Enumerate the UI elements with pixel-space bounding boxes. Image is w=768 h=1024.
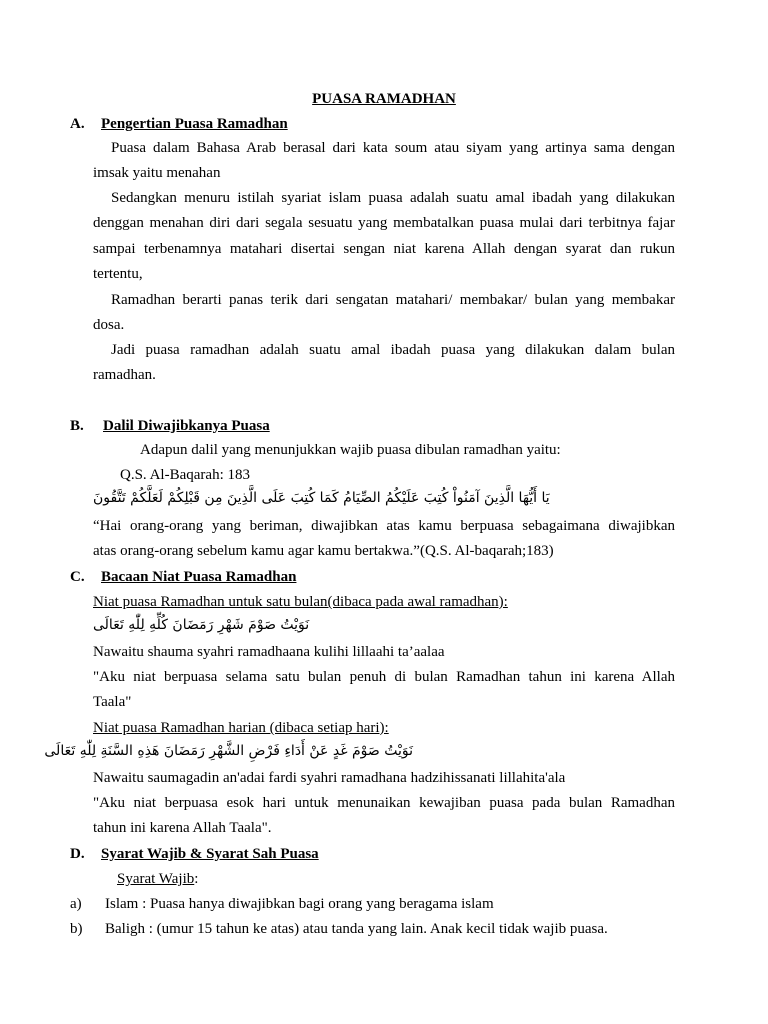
subheading-text: Syarat Wajib <box>117 871 195 887</box>
meaning-line: tahun ini karena Allah Taala". <box>93 820 272 836</box>
section-d-letter: D. <box>70 846 85 862</box>
subheading <box>117 867 198 892</box>
paragraph-line: ramadhan. <box>93 367 156 383</box>
list-item: Baligh : (umur 15 tahun ke atas) atau tanda yang lain. Anak kecil tidak wajib puasa. <box>105 921 608 937</box>
list-item: Islam : Puasa hanya diwajibkan bagi orang yang beragama islam <box>105 896 494 912</box>
transliteration-line: Nawaitu shauma syahri ramadhaana kulihi lillaahi ta’aalaa <box>93 644 445 660</box>
section-d-heading: Syarat Wajib & Syarat Sah Puasa <box>101 846 319 862</box>
arabic-intention: نَوَيْتُ صَوْمَ شَهْرِ رَمَضَانَ كُلِّهِ لِلّٰهِ تَعَالَى <box>93 617 310 633</box>
paragraph-line: sampai terbenamnya matahari disertai sengan niat karena Allah dengan syarat dan rukun <box>93 241 675 257</box>
section-b-heading: Dalil Diwajibkanya Puasa <box>103 418 270 434</box>
translation-line: “Hai orang-orang yang beriman, diwajibkan atas kamu berpuasa sebagaimana diwajibkan <box>93 518 675 534</box>
subheading: Niat puasa Ramadhan harian (dibaca setiap hari): <box>93 720 389 736</box>
section-b-letter: B. <box>70 418 84 434</box>
meaning-line: Taala" <box>93 694 132 710</box>
meaning-line: "Aku niat berpuasa selama satu bulan penuh di bulan Ramadhan tahun ini karena Allah <box>93 669 675 685</box>
section-c-letter: C. <box>70 569 85 585</box>
paragraph-line: tertentu, <box>93 266 143 282</box>
paragraph-line: denggan menahan diri dari segala sesuatu yang membatalkan puasa mulai dari terbitnya fajar <box>93 215 675 231</box>
paragraph-line: Jadi puasa ramadhan adalah suatu amal ibadah puasa yang dilakukan dalam bulan <box>111 342 675 358</box>
transliteration-line: Nawaitu saumagadin an'adai fardi syahri ramadhana hadzihissanati lillahita'ala <box>93 770 566 786</box>
meaning-line: "Aku niat berpuasa esok hari untuk menunaikan kewajiban puasa pada bulan Ramadhan <box>93 795 675 811</box>
subheading-colon: : <box>194 871 199 887</box>
paragraph-line: Sedangkan menuru istilah syariat islam puasa adalah suatu amal ibadah yang dilakukan <box>111 190 675 206</box>
list-marker: a) <box>70 896 82 912</box>
quran-reference: Q.S. Al-Baqarah: 183 <box>120 467 250 483</box>
document-title: PUASA RAMADHAN <box>312 91 456 107</box>
translation-line: atas orang-orang sebelum kamu agar kamu bertakwa.”(Q.S. Al-baqarah;183) <box>93 543 554 559</box>
paragraph-line: Ramadhan berarti panas terik dari sengatan matahari/ membakar/ bulan yang membakar <box>111 292 675 308</box>
list-marker: b) <box>70 921 83 937</box>
section-c-heading: Bacaan Niat Puasa Ramadhan <box>101 569 297 585</box>
paragraph-line: dosa. <box>93 317 125 333</box>
section-a-letter: A. <box>70 116 85 132</box>
arabic-intention: نَوَيْتُ صَوْمَ غَدٍ عَنْ أَدَاءِ فَرْضِ الشَّهْرِ رَمَضَانَ هَذِهِ السَّنَةِ لِلّٰهِ تَعَالَى <box>44 743 413 759</box>
arabic-verse: يَا أَيُّهَا الَّذِينَ آمَنُواْ كُتِبَ عَلَيْكُمُ الصِّيَامُ كَمَا كُتِبَ عَلَى الَّذِينَ مِن قَبْلِكُمْ لَعَلَّكُمْ تَتَّقُونَ <box>93 490 550 506</box>
section-a-heading: Pengertian Puasa Ramadhan <box>101 116 288 132</box>
paragraph-line: Puasa dalam Bahasa Arab berasal dari kata soum atau siyam yang artinya sama dengan <box>111 140 675 156</box>
subheading: Niat puasa Ramadhan untuk satu bulan(dibaca pada awal ramadhan): <box>93 594 508 610</box>
paragraph-line: imsak yaitu menahan <box>93 165 221 181</box>
paragraph-line: Adapun dalil yang menunjukkan wajib puasa dibulan ramadhan yaitu: <box>140 442 561 458</box>
